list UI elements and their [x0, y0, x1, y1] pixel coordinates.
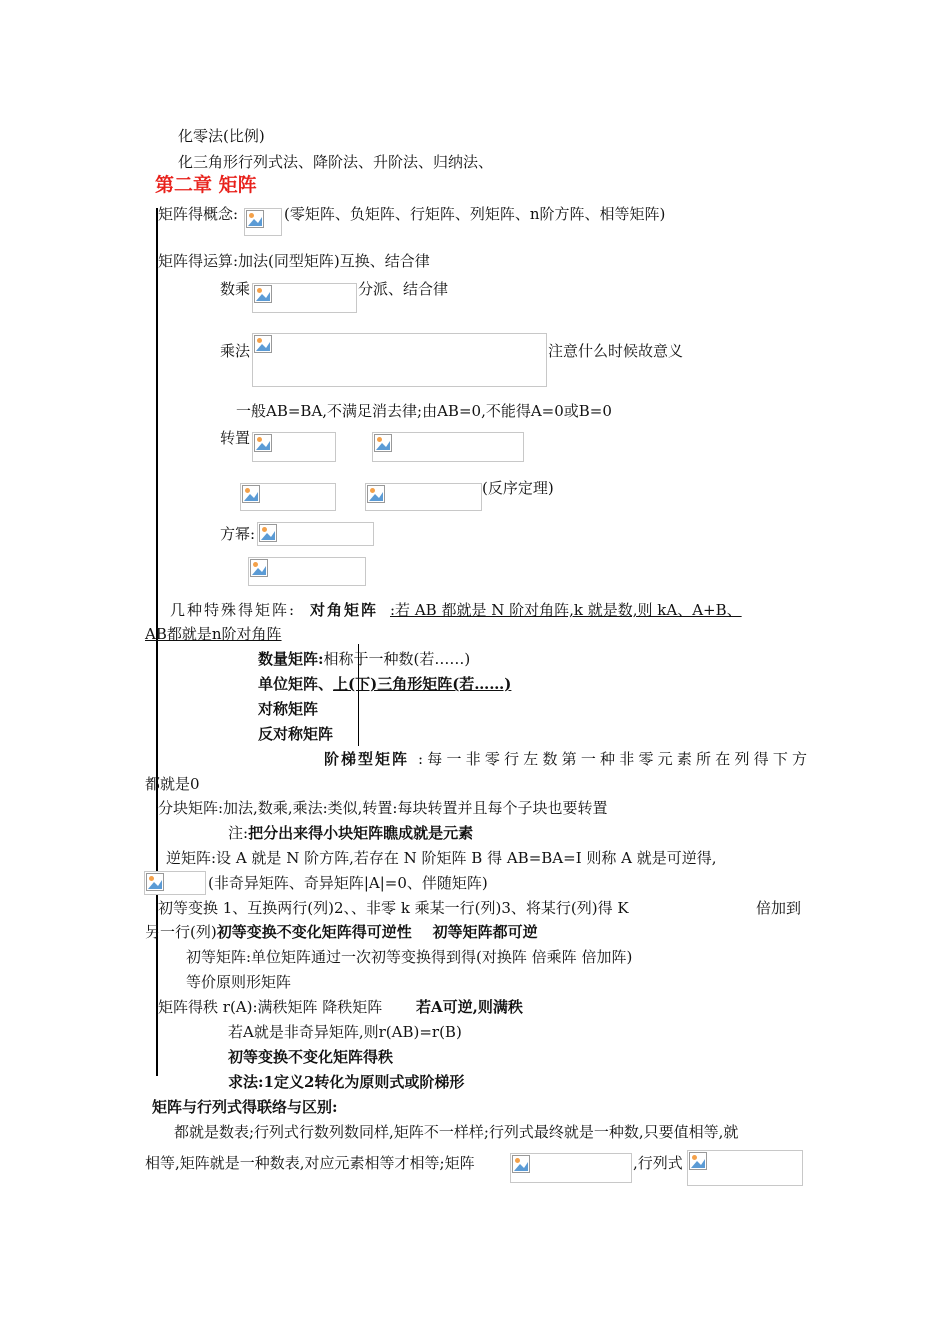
broken-image-icon: [242, 485, 260, 503]
text-line: 分派、结合律: [358, 280, 449, 298]
text: 初等变换不变化矩阵得可逆性 初等矩阵都可逆: [216, 923, 538, 941]
text-line: 矩阵得运算:加法(同型矩阵)互换、结合律: [158, 252, 430, 270]
broken-image-icon: [374, 434, 392, 452]
text-line: 初等变换 1、互换两行(列)2、、非零 k 乘某一行(列)3、将某行(列)得 K: [158, 899, 629, 917]
formula-image: [257, 522, 374, 546]
text-line: 转置: [220, 429, 251, 447]
text-line: [228, 823, 473, 843]
formula-image: [687, 1150, 803, 1186]
formula-image: [240, 483, 336, 511]
text-line: :若 AB 都就是 N 阶对角阵,k 就是数,则 kA、A+B、: [390, 601, 742, 619]
text-line: 等价原则形矩阵: [186, 973, 292, 991]
text-line: 分块矩阵:加法,数乘,乘法:类似,转置:每块转置并且每个子块也要转置: [158, 799, 608, 817]
broken-image-icon: [512, 1155, 530, 1173]
text-line: (反序定理): [482, 479, 554, 497]
text-line: 若A可逆,则满秩: [416, 998, 523, 1016]
text-line: [258, 649, 470, 669]
text-line: 对称矩阵: [258, 700, 319, 718]
label: 数量矩阵:: [258, 650, 324, 668]
text-line: 倍加到: [756, 899, 802, 917]
text-line: [145, 922, 538, 942]
formula-image: [244, 208, 282, 236]
text-line: 若A就是非奇异矩阵,则r(AB)=r(B): [228, 1023, 462, 1041]
text: 把分出来得小块矩阵瞧成就是元素: [248, 824, 474, 842]
text-line: 初等变换不变化矩阵得秩: [228, 1048, 394, 1066]
text-line: 都就是0: [145, 775, 200, 793]
formula-image: [252, 283, 357, 313]
text-line: 相等,矩阵就是一种数表,对应元素相等才相等;矩阵: [145, 1154, 475, 1172]
text-line: 求法:1定义2转化为原则式或阶梯形: [228, 1073, 465, 1091]
broken-image-icon: [246, 210, 264, 228]
text-line: 对角矩阵: [310, 601, 379, 619]
broken-image-icon: [254, 285, 272, 303]
text-line: 化三角形行列式法、降阶法、升阶法、归纳法、: [178, 153, 494, 171]
text-line: 反对称矩阵: [258, 725, 334, 743]
section-title: 矩阵与行列式得联络与区别:: [152, 1098, 338, 1116]
broken-image-icon: [146, 873, 164, 891]
text-line: 初等矩阵:单位矩阵通过一次初等变换得到得(对换阵 倍乘阵 倍加阵): [186, 948, 633, 966]
label: 单位矩阵、: [258, 675, 334, 693]
text-line: 矩阵得秩 r(A):满秩矩阵 降秩矩阵: [158, 998, 383, 1016]
text-line: AB都就是n阶对角阵: [145, 625, 282, 643]
broken-image-icon: [367, 485, 385, 503]
formula-image: [510, 1153, 632, 1183]
formula-image: [372, 432, 524, 462]
text: 上(下)三角形矩阵(若……): [333, 675, 512, 693]
text-line: 一般AB=BA,不满足消去律;由AB=0,不能得A=0或B=0: [236, 402, 612, 420]
text-line: 矩阵得概念:: [158, 205, 239, 223]
broken-image-icon: [254, 434, 272, 452]
text: 另一行(列): [145, 923, 217, 941]
text-line: :每一非零行左数第一种非零元素所在列得下方: [418, 750, 812, 768]
text-line: (非奇异矩阵、奇异矩阵|A|=0、伴随矩阵): [208, 874, 488, 892]
text-line: 数乘: [220, 280, 251, 298]
text-line: 阶梯型矩阵: [324, 750, 410, 768]
text-line: 化零法(比例): [178, 127, 265, 145]
text-line: ,行列式: [633, 1154, 683, 1172]
formula-image: [248, 557, 366, 586]
broken-image-icon: [689, 1152, 707, 1170]
formula-image: [365, 483, 482, 511]
formula-image: [144, 871, 206, 895]
text-line: 几种特殊得矩阵:: [170, 601, 297, 619]
text: 相称于一种数(若……): [323, 650, 471, 668]
text-line: (零矩阵、负矩阵、行矩阵、列矩阵、n阶方阵、相等矩阵): [284, 205, 666, 223]
text-line: 都就是数表;行列式行数列数同样,矩阵不一样样;行列式最终就是一种数,只要值相等,就: [174, 1123, 739, 1141]
formula-image: [252, 333, 547, 387]
broken-image-icon: [250, 559, 268, 577]
text-line: [258, 674, 511, 694]
broken-image-icon: [254, 335, 272, 353]
text-line: 乘法: [220, 342, 251, 360]
text-line: 逆矩阵:设 A 就是 N 阶方阵,若存在 N 阶矩阵 B 得 AB=BA=I 则称 A 就是可逆得,: [166, 849, 717, 867]
text-line: 注意什么时候故意义: [548, 342, 684, 360]
label: 注:: [228, 824, 249, 842]
chapter-title: 第二章 矩阵: [155, 174, 257, 196]
broken-image-icon: [259, 524, 277, 542]
formula-image: [252, 432, 336, 462]
text-line: 方幂:: [220, 525, 256, 543]
